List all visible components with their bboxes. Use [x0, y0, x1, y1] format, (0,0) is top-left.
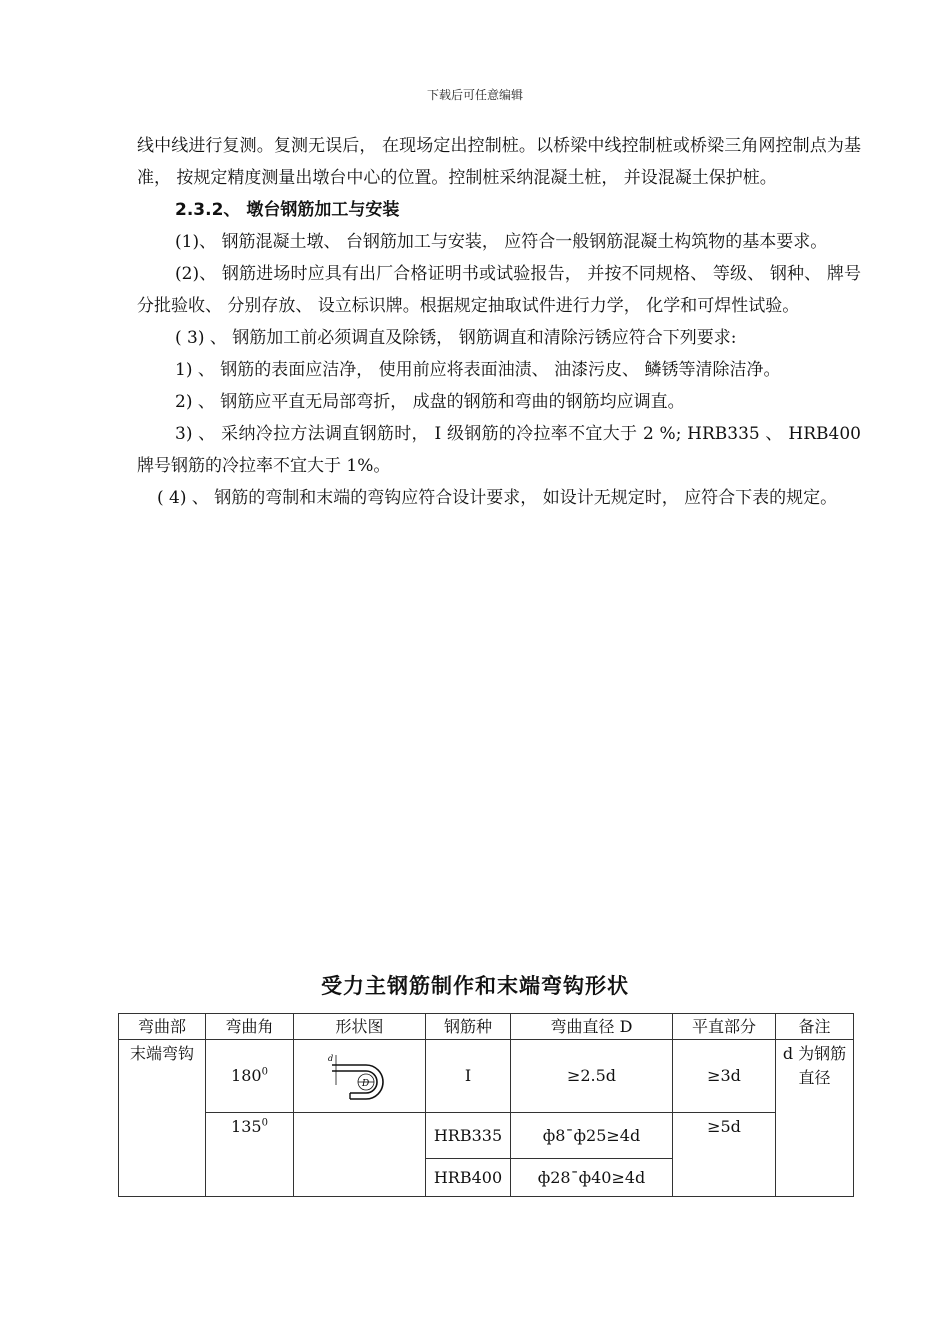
- diameter-cell: ф8¯ф25≥4d: [511, 1113, 673, 1159]
- rebar-hook-table: [118, 1013, 854, 1197]
- paragraph-item-2: (2)、 钢筋进场时应具有出厂合格证明书或试验报告， 并按不同规格、 等级、 钢种、 牌号分批验收、 分别存放、 设立标识牌。根据规定抽取试件进行力学， 化学和可焊性试验。: [137, 264, 861, 316]
- header-cell: 钢筋种: [426, 1014, 511, 1040]
- degree-mark: 0: [261, 1066, 268, 1078]
- body-text: [137, 130, 861, 514]
- angle-value: 180: [231, 1066, 262, 1085]
- table-row: [119, 1113, 854, 1159]
- table-header-row: [119, 1014, 854, 1040]
- paragraph-sub-3: 3) 、 采纳冷拉方法调直钢筋时， I 级钢筋的冷拉率不宜大于 2 %; HRB335 、 HRB400 牌号钢筋的冷拉率不宜大于 1%。: [137, 424, 861, 476]
- header-cell: 弯曲角: [206, 1014, 294, 1040]
- diameter-cell: ≥2.5d: [511, 1040, 673, 1113]
- header-cell: 形状图: [294, 1014, 426, 1040]
- grade-cell: HRB400: [426, 1159, 511, 1197]
- page-header-note: 下载后可任意编辑: [426, 88, 523, 102]
- straight-cell: ≥5d: [673, 1113, 776, 1197]
- label-small-d: d: [327, 1054, 333, 1063]
- angle-value: 135: [231, 1117, 262, 1136]
- straight-cell: ≥3d: [673, 1040, 776, 1113]
- header-cell: 平直部分: [673, 1014, 776, 1040]
- grade-cell: HRB335: [426, 1113, 511, 1159]
- bend-part-cell: 末端弯钩: [119, 1040, 206, 1197]
- hook-180-diagram: [320, 1051, 400, 1101]
- table-title: 受力主钢筋制作和末端弯钩形状: [321, 974, 629, 998]
- diameter-cell: ф28¯ф40≥4d: [511, 1159, 673, 1197]
- header-cell: 弯曲直径 D: [511, 1014, 673, 1040]
- degree-mark: 0: [261, 1117, 268, 1129]
- table-row: [119, 1040, 854, 1113]
- paragraph-sub-1: 1) 、 钢筋的表面应洁净， 使用前应将表面油渍、 油漆污皮、 鳞锈等清除洁净。: [175, 360, 781, 380]
- angle-cell: [206, 1113, 294, 1197]
- paragraph-item-4: ( 4) 、 钢筋的弯制和末端的弯钩应符合设计要求， 如设计无规定时， 应符合下表的规定。: [157, 488, 838, 508]
- label-big-d: D: [361, 1079, 369, 1089]
- grade-cell: I: [426, 1040, 511, 1113]
- shape-figure-cell-empty: [294, 1113, 426, 1197]
- paragraph-item-3: ( 3) 、 钢筋加工前必须调直及除锈， 钢筋调直和清除污锈应符合下列要求:: [175, 328, 737, 348]
- header-cell: 备注: [776, 1014, 854, 1040]
- section-heading: 2.3.2、 墩台钢筋加工与安装: [175, 200, 400, 220]
- remark-cell: d 为钢筋直径: [776, 1040, 854, 1197]
- angle-cell: [206, 1040, 294, 1113]
- shape-figure-cell: [294, 1040, 426, 1113]
- paragraph-sub-2: 2) 、 钢筋应平直无局部弯折， 成盘的钢筋和弯曲的钢筋均应调直。: [175, 392, 685, 412]
- paragraph-item-1: (1)、 钢筋混凝土墩、 台钢筋加工与安装， 应符合一般钢筋混凝土构筑物的基本要求。: [175, 232, 828, 252]
- header-cell: 弯曲部: [119, 1014, 206, 1040]
- paragraph-survey: 线中线进行复测。复测无误后， 在现场定出控制桩。以桥梁中线控制桩或桥梁三角网控制点为基准， 按规定精度测量出墩台中心的位置。控制桩采纳混凝土桩， 并设混凝土保护桩。: [137, 136, 861, 188]
